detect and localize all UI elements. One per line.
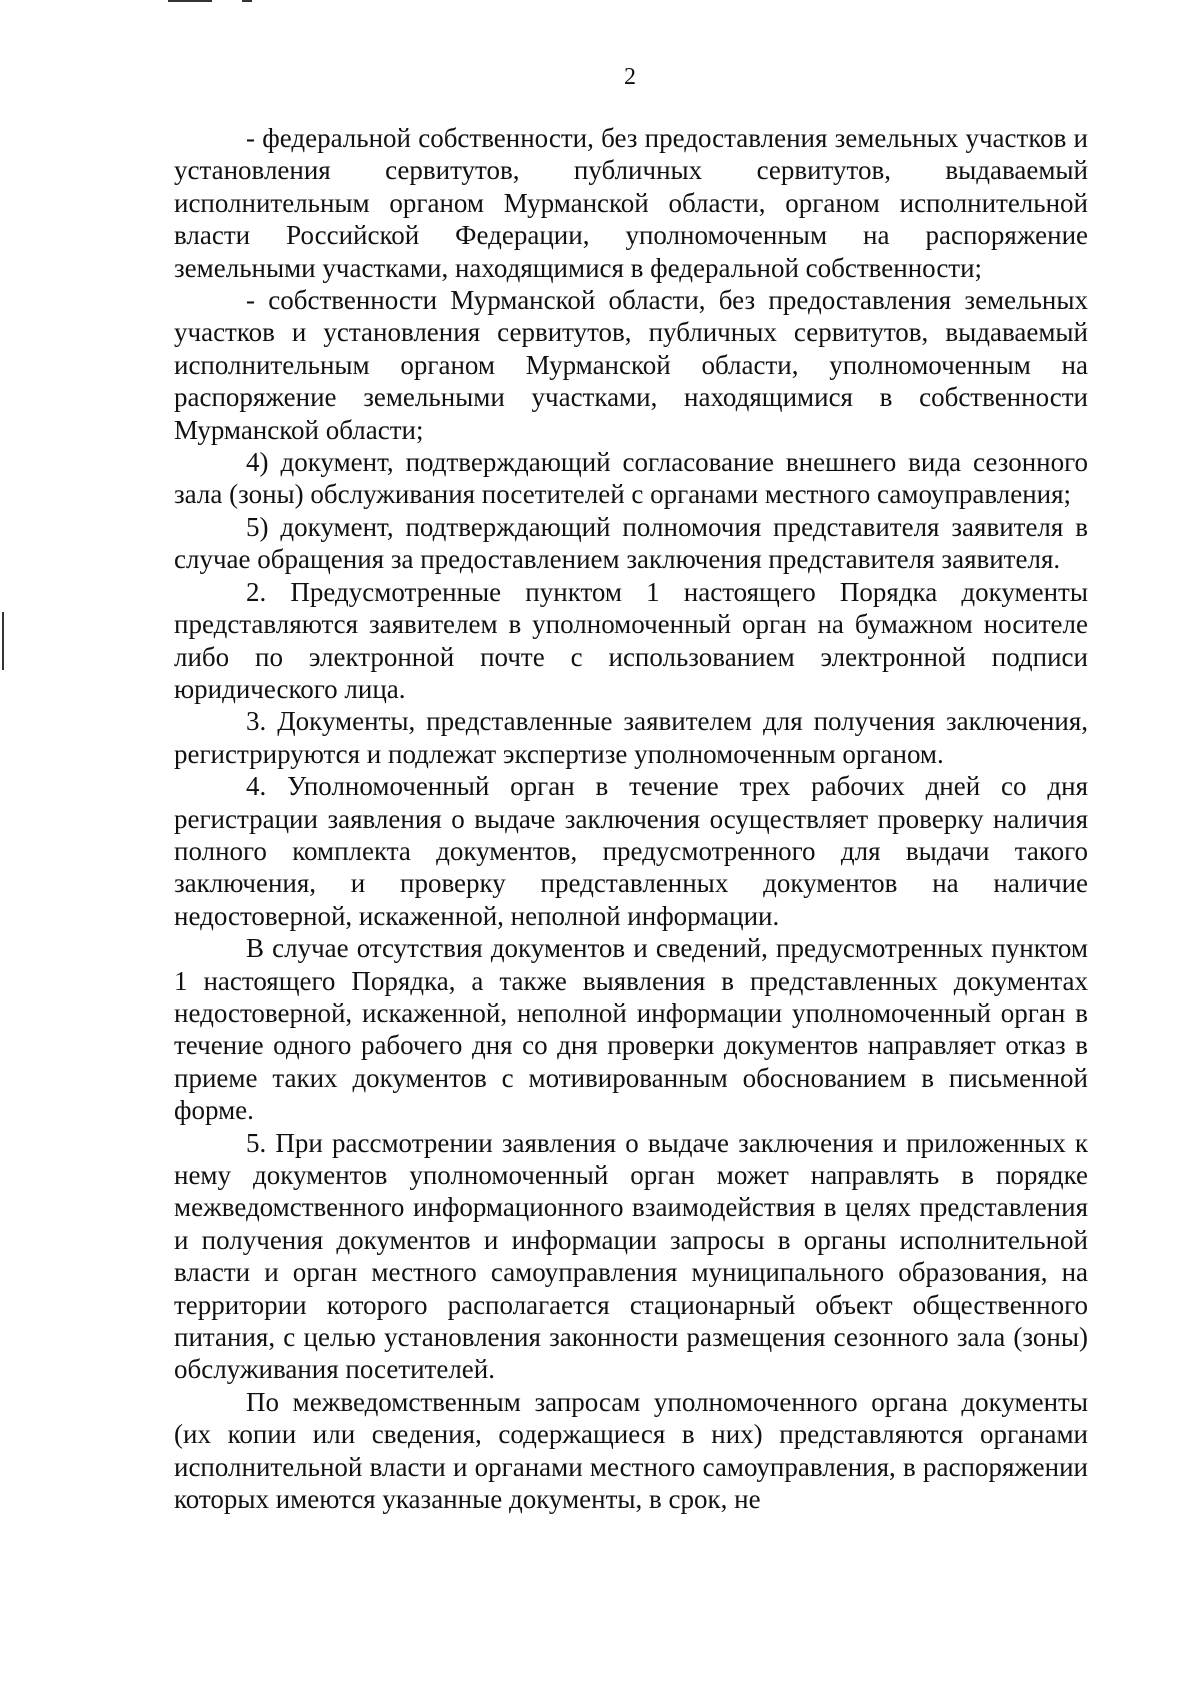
paragraph-clause-4: 4. Уполномоченный орган в течение трех рабочих дней со дня регистрации заявления о выдаче заключения осуществляет проверку наличия полного комплекта документов, предусмотренного для выдачи такого заключения, и проверку представленных документов на наличие недостоверной, искаженной, неполной информации. [174, 771, 1088, 931]
paragraph-item-5: 5) документ, подтверждающий полномочия представителя заявителя в случае обращения за предоставлением заключения представителя заявителя. [174, 511, 1088, 575]
paragraph-interagency-requests: По межведомственным запросам уполномоченного органа документы (их копии или сведения, содержащиеся в них) представляются органами исполнительной власти и органами местного самоуправления, в распоряжении которых имеются указанные документы, в срок, не [174, 1386, 1088, 1515]
paragraph-clause-3: 3. Документы, представленные заявителем для получения заключения, регистрируются и подлежат экспертизе уполномоченным органом. [174, 706, 1088, 769]
scan-artifact-left-edge [2, 612, 4, 670]
scan-artifact-top-2 [242, 0, 252, 2]
paragraph-murmansk-property: - собственности Мурманской области, без предоставления земельных участков и установления сервитутов, публичных сервитутов, выдаваемый исполнительным органом Мурманской области, уполномоченным на распоряжение земельными участками, находящимися в собственности Мурманской области; [174, 285, 1088, 445]
paragraph-clause-5: 5. При рассмотрении заявления о выдаче заключения и приложенных к нему документов уполномоченный орган может направлять в порядке межведомственного информационного взаимодействия в целях представления и получения документов и информации запросы в органы исполнительной власти и орган местного самоуправления муниципального образования, на территории которого располагается стационарный объект общественного питания, с целью установления законности размещения сезонного зала (зоны) обслуживания посетителей. [174, 1127, 1088, 1385]
paragraph-item-4: 4) документ, подтверждающий согласование внешнего вида сезонного зала (зоны) обслуживания посетителей с органами местного самоуправления; [174, 447, 1088, 510]
paragraph-refusal: В случае отсутствия документов и сведений, предусмотренных пунктом 1 настоящего Порядка, а также выявления в представленных документах недостоверной, искаженной, неполной информации уполномоченный орган в течение одного рабочего дня со дня проверки документов направляет отказ в приеме таких документов с мотивированным обоснованием в письменной форме. [174, 933, 1088, 1126]
paragraph-clause-2: 2. Предусмотренные пунктом 1 настоящего Порядка документы представляются заявителем в уполномоченный орган на бумажном носителе либо по электронной почте с использованием электронной подписи юридического лица. [174, 576, 1088, 704]
scan-artifact-top [168, 0, 212, 2]
document-body [174, 122, 1088, 1515]
paragraph-federal-property: - федеральной собственности, без предоставления земельных участков и установления сервитутов, публичных сервитутов, выдаваемый исполнительным органом Мурманской области, органом исполнительной власти Российской Федерации, уполномоченным на распоряжение земельными участками, находящимися в федеральной собственности; [174, 123, 1088, 283]
page-number: 2 [624, 64, 636, 90]
